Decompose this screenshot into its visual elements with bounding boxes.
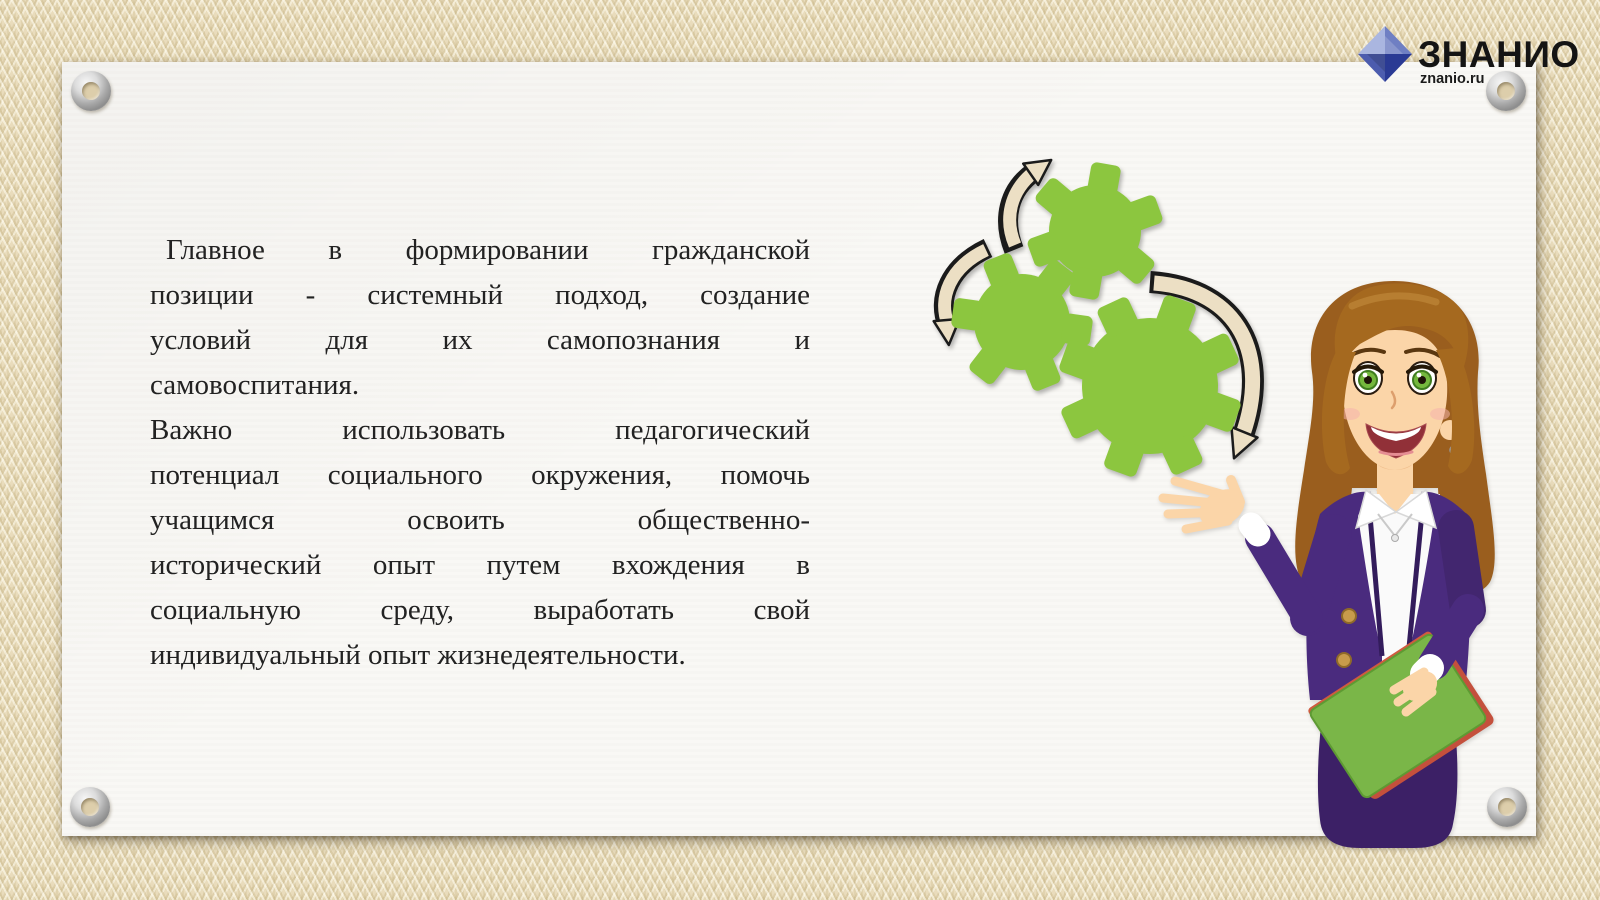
teacher-eye-right <box>1408 362 1436 394</box>
text-line: самовоспитания. <box>150 369 360 401</box>
teacher-hand-open <box>1163 480 1251 534</box>
brand-logo <box>1356 20 1600 86</box>
text-line: позиции - системный подход, создание <box>150 279 810 311</box>
logo-diamond-icon <box>1358 26 1412 82</box>
text-line: Главное в формировании гражданской <box>166 234 810 266</box>
necklace-pendant <box>1392 535 1399 542</box>
text-line: индивидуальный опыт жизнедеятельности. <box>150 639 686 671</box>
slide-text-block <box>150 228 810 678</box>
jacket-button <box>1342 609 1356 623</box>
jacket-button <box>1337 653 1351 667</box>
text-line: социальную среду, выработать свой <box>150 594 810 626</box>
text-line: учащимся освоить общественно- <box>150 504 810 536</box>
text-line: Важно использовать педагогический <box>150 414 810 446</box>
blush <box>1430 408 1450 420</box>
grommet-icon <box>71 71 111 111</box>
text-line: потенциал социального окружения, помочь <box>150 459 810 491</box>
text-line: исторический опыт путем вхождения в <box>150 549 810 581</box>
text-line: условий для их самопознания и <box>150 324 810 356</box>
teacher-illustration <box>1140 260 1510 860</box>
teacher-eye-left <box>1354 362 1382 394</box>
brand-name: ЗНАНИО <box>1418 34 1580 75</box>
grommet-icon <box>70 787 110 827</box>
brand-domain: znanio.ru <box>1420 71 1485 87</box>
